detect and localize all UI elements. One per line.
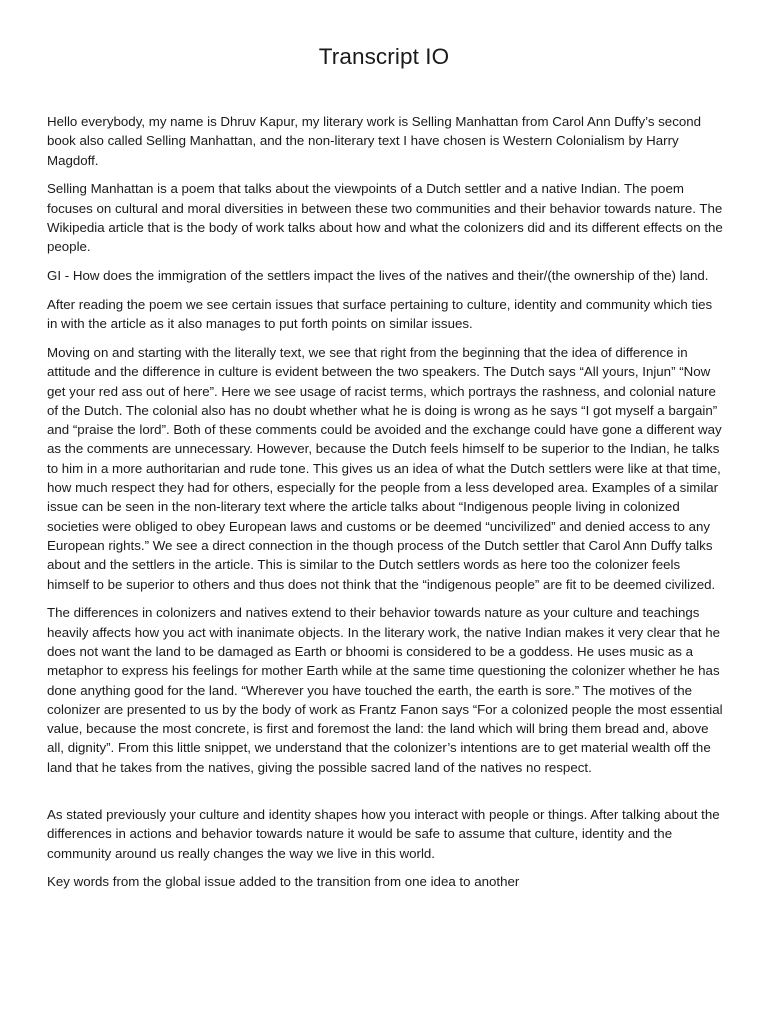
paragraph-summary: Selling Manhattan is a poem that talks about the viewpoints of a Dutch settler and a native Indian. The poem focuses on cultural and moral diversities in between these two communities and their behavior towards nature. The Wikipedia article that is the body of work talks about how and what the colonizers did and its different effects on the people.: [47, 181, 723, 255]
page-title: Transcript IO: [318, 44, 450, 69]
paragraph-conclusion: As stated previously your culture and identity shapes how you interact with people or things. After talking about the differences in actions and behavior towards nature it would be safe to assume that culture, identity and the community around us really changes the way we live in this world.: [47, 807, 720, 861]
paragraph-issues: After reading the poem we see certain issues that surface pertaining to culture, identity and community which ties in with the article as it also manages to put forth points on similar issues.: [47, 296, 713, 332]
document-body: [47, 112, 723, 901]
paragraph-global-issue: GI - How does the immigration of the settlers impact the lives of the natives and their/(the ownership of the) land.: [47, 268, 709, 284]
paragraph-note: Key words from the global issue added to the transition from one idea to another: [47, 874, 520, 890]
paragraph-intro: Hello everybody, my name is Dhruv Kapur, my literary work is Selling Manhattan from Carol Ann Duffy’s second book also called Selling Manhattan, and the non-literary text I have chosen is Western Colonialism by Harry Magdoff.: [47, 114, 702, 168]
paragraph-nature-analysis: The differences in colonizers and natives extend to their behavior towards nature as your culture and teachings heavily affects how you act with inanimate objects. In the literary work, the native Indian makes it very clear that he does not want the land to be damaged as Earth or bhoomi is considered to be a goddess. He uses music as a metaphor to express his feelings for mother Earth while at the same time questioning the colonizer whether he has done anything good for the land. “Wherever you have touched the earth, the earth is sore.” The motives of the colonizer are presented to us by the body of work as Frantz Fanon says “For a colonized people the most essential value, because the most concrete, is first and foremost the land: the land which will bring them bread and, above all, dignity”. From this little snippet, we understand that the colonizer’s intentions are to get material wealth off the land that he takes from the natives, giving the possible sacred land of the natives no respect.: [47, 605, 723, 775]
paragraph-literary-analysis: Moving on and starting with the literally text, we see that right from the beginning that the idea of difference in attitude and the difference in culture is evident between the two speakers. The Dutch says “All yours, Injun” “Now get your red ass out of here”. Here we see usage of racist terms, which portrays the rashness, and colonial nature of the Dutch. The colonial also has no doubt whether what he is doing is wrong as he says “I got myself a bargain” and “praise the lord”. Both of these comments could be avoided and the exchange could have gone a different way as the comments are unnecessary. However, because the Dutch feels himself to be superior to the Indian, he talks to him in a more authoritarian and rude tone. This gives us an idea of what the Dutch settlers were like at that time, how much respect they had for others, especially for the people from a less developed area. Examples of a similar issue can be seen in the non-literary text where the article talks about “Indigenous people living in colonized societies were obliged to obey European laws and customs or be deemed “uncivilized” and denied access to any European rights.” We see a direct connection in the though process of the Dutch settler that Carol Ann Duffy talks about and the settlers in the article. This is similar to the Dutch settlers words as here too the colonizer feels himself to be superior to others and thus does not think that the “indigenous people” are fit to be deemed civilized.: [47, 344, 722, 592]
